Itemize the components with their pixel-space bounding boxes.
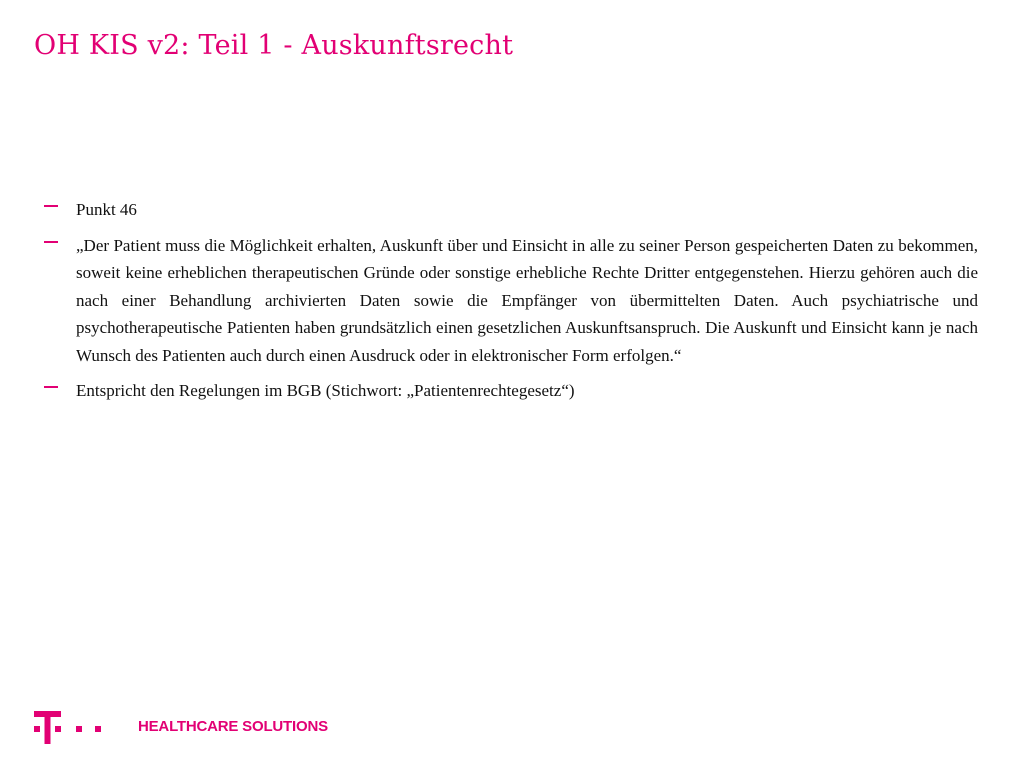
list-item (42, 377, 978, 405)
footer (34, 710, 354, 744)
brand-text: HEALTHCARE SOLUTIONS (138, 718, 328, 735)
bullet-text: „Der Patient muss die Möglichkeit erhalten, Auskunft über und Einsicht in alle zu seiner Person gespeicherten Daten zu bekommen, soweit keine erheblichen therapeutischen Gründe oder sonstige erhebliche Rechte Dritter entgegenstehen. Hierzu gehören auch die nach einer Behandlung archivierten Daten sowie die Empfänger von übermittelten Daten. Auch psychiatrische und psychotherapeutische Patienten haben grundsätzlich einen gesetzlichen Auskunftsanspruch. Die Auskunft und Einsicht kann je nach Wunsch des Patienten auch durch einen Ausdruck oder in elektronischer Form erfolgen.“ (76, 235, 978, 365)
bullet-list (42, 196, 978, 413)
bullet-text: Entspricht den Regelungen im BGB (Stichwort: „Patientenrechtegesetz“) (76, 381, 575, 400)
telekom-t-logo-icon (34, 710, 114, 744)
bullet-text: Punkt 46 (76, 200, 137, 219)
list-item (42, 196, 978, 224)
dash-bullet-icon (44, 241, 58, 243)
slide-title: OH KIS v2: Teil 1 - Auskunftsrecht (34, 30, 514, 61)
list-item (42, 232, 978, 370)
dash-bullet-icon (44, 386, 58, 388)
dash-bullet-icon (44, 205, 58, 207)
